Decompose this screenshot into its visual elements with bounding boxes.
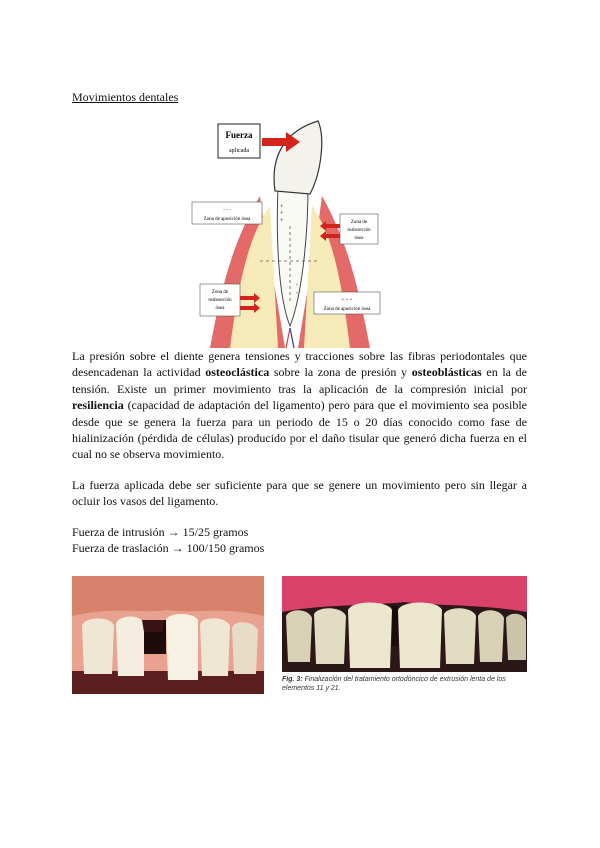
photo-teeth-after: [282, 576, 527, 672]
svg-text:-: -: [296, 290, 298, 296]
photo-teeth-before: [72, 576, 264, 694]
left-top-signs: - - -: [223, 208, 231, 213]
svg-text:-: -: [296, 282, 298, 288]
force-list: [72, 524, 264, 557]
left-top-label: Zona de aposición ósea: [203, 217, 251, 222]
svg-text:+: +: [280, 211, 284, 217]
paragraph-1: La presión sobre el diente genera tensiones y tracciones sobre las fibras periodontales que desencadenan la actividad osteoclástica sobre la zona de presión y osteoblásticas en la de tensión. Existe un primer movimiento tras la aplicación de la compresión inicial por resiliencia (capacidad de adaptación del ligamento) pero para que el movimiento sea posible desde que se genera la fuerza para un periodo de 15 o 20 días conocido como fase de hialinización (pérdida de células) producido por el daño tisular que generó dicha fuerza en el cual no se observa movimiento.: [72, 349, 527, 462]
svg-text:+: +: [280, 218, 284, 224]
right-top-label-3: ósea: [354, 236, 364, 241]
tooth-movement-diagram: [190, 116, 390, 348]
intrusion-force: Fuerza de intrusión → 15/25 gramos: [72, 525, 249, 539]
force-label-1: Fuerza: [225, 130, 253, 140]
translation-force: Fuerza de traslación → 100/150 gramos: [72, 541, 265, 556]
left-bottom-label-1: Zona de: [211, 290, 229, 295]
figure-caption: Fig. 3: Finalización del tratamiento ortodóncico de extrusión lenta de los elementos 11 y 21.: [282, 676, 506, 692]
left-bottom-label-2: reabsorción: [208, 298, 232, 303]
force-label-2: aplicada: [229, 148, 249, 154]
plus-signs-left: +: [280, 204, 284, 210]
right-bottom-signs: + + +: [341, 298, 353, 303]
tooth-crown: [274, 121, 322, 194]
left-bottom-label-3: ósea: [215, 306, 225, 311]
right-bottom-label: Zona de aposición ósea: [323, 307, 371, 312]
page-heading: Movimientos dentales: [72, 90, 179, 104]
right-top-label-1: Zona de: [350, 220, 368, 225]
right-top-label-2: reabsorción: [347, 228, 371, 233]
paragraph-2: La fuerza aplicada debe ser suficiente para que se genere un movimiento pero sin llegar a ocluir los vasos del ligamento.: [72, 478, 527, 509]
